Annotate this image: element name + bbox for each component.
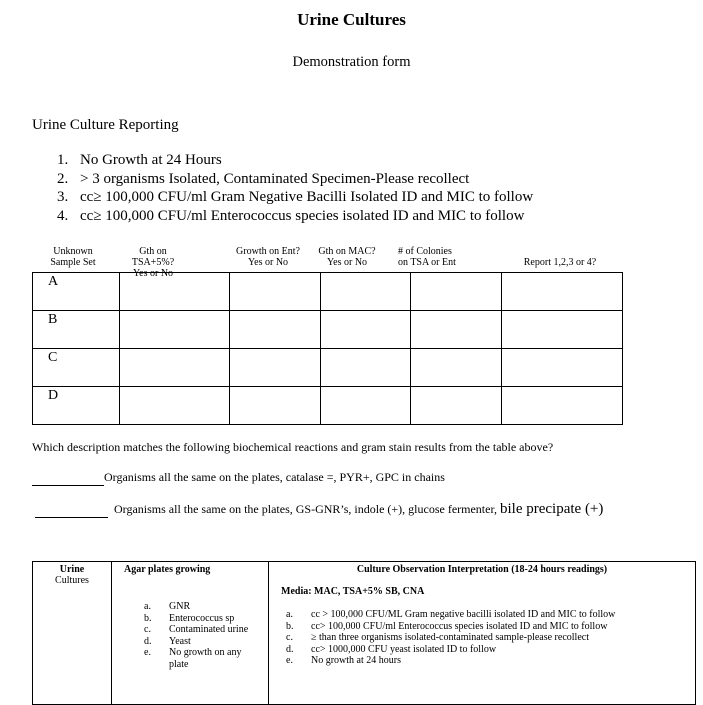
option-text: > 3 organisms Isolated, Contaminated Specimen-Please recollect <box>80 170 470 187</box>
mac-cell[interactable] <box>321 349 411 387</box>
table-row <box>33 387 623 425</box>
list-item <box>57 151 533 170</box>
question-text: Which description matches the following biochemical reactions and gram stain results from the table above? <box>32 440 554 454</box>
mac-cell[interactable] <box>321 387 411 425</box>
report-cell[interactable] <box>502 349 623 387</box>
answer-text: Organisms all the same on the plates, catalase =, PYR+, GPC in chains <box>104 470 445 484</box>
colonies-cell[interactable] <box>411 273 502 311</box>
report-options-list <box>57 151 533 226</box>
sample-label: B <box>33 311 120 349</box>
list-item: c. ≥ than three organisms isolated-contaminated sample-please recollect <box>286 632 589 643</box>
list-item: e. No growth at 24 hours <box>286 655 401 666</box>
col1-header: Urine <box>59 564 85 575</box>
answer-blank[interactable] <box>35 502 108 518</box>
colonies-cell[interactable] <box>411 349 502 387</box>
colonies-cell[interactable] <box>411 387 502 425</box>
tsa-cell[interactable] <box>120 273 230 311</box>
mac-cell[interactable] <box>321 273 411 311</box>
sample-label: A <box>33 273 120 311</box>
list-item: b. cc> 100,000 CFU/ml Enterococcus species isolated ID and MIC to follow <box>286 620 608 632</box>
sample-table <box>32 272 623 425</box>
table-row <box>33 349 623 387</box>
header-colonies: # of Colonies on TSA or Ent <box>398 246 456 268</box>
list-item: d. Yeast <box>144 635 191 647</box>
urine-cultures-cell <box>33 562 112 705</box>
header-tsa: Gth on TSA+5%? Yes or No <box>131 246 175 279</box>
list-item <box>57 207 533 226</box>
colonies-cell[interactable] <box>411 311 502 349</box>
tsa-cell[interactable] <box>120 387 230 425</box>
media-text: Media: MAC, TSA+5% SB, CNA <box>281 586 425 597</box>
col3-header: Culture Observation Interpretation (18-24 hours readings) <box>356 564 608 575</box>
table-row <box>33 311 623 349</box>
option-text: cc≥ 100,000 CFU/ml Enterococcus species isolated ID and MIC to follow <box>80 208 525 225</box>
interp-list <box>269 609 695 667</box>
interpretation-table <box>32 561 696 705</box>
answer-line-2 <box>35 501 603 518</box>
mac-cell[interactable] <box>321 311 411 349</box>
option-number: 1. <box>57 152 69 168</box>
ent-cell[interactable] <box>230 273 321 311</box>
option-number: 2. <box>57 170 69 187</box>
tsa-cell[interactable] <box>120 349 230 387</box>
report-cell[interactable] <box>502 273 623 311</box>
answer-text-tail: bile precipate (+) <box>499 501 604 517</box>
header-report: Report 1,2,3 or 4? <box>523 257 597 268</box>
list-item: a. cc > 100,000 CFU/ML Gram negative bacilli isolated ID and MIC to follow <box>286 609 616 620</box>
answer-blank[interactable] <box>32 470 104 486</box>
table-row <box>33 273 623 311</box>
tsa-cell[interactable] <box>120 311 230 349</box>
list-item <box>57 188 533 207</box>
answer-line-1 <box>32 470 445 486</box>
report-cell[interactable] <box>502 387 623 425</box>
answer-text: Organisms all the same on the plates, GS-GNR’s, indole (+), glucose fermenter, <box>114 502 497 516</box>
header-mac: Gth on MAC? Yes or No <box>318 246 376 268</box>
sample-label: C <box>33 349 120 387</box>
agar-plates-cell <box>112 562 269 705</box>
list-item: b. Enterococcus sp <box>144 612 235 624</box>
ent-cell[interactable] <box>230 387 321 425</box>
list-item: c. Contaminated urine <box>144 624 249 635</box>
option-text: cc≥ 100,000 CFU/ml Gram Negative Bacilli Isolated ID and MIC to follow <box>80 189 534 206</box>
option-number: 4. <box>57 208 69 225</box>
list-item: e. No growth on any plate <box>144 647 242 670</box>
interpretation-cell <box>269 562 696 705</box>
header-unknown: Unknown Sample Set <box>50 246 96 268</box>
section-heading: Urine Culture Reporting <box>32 117 179 133</box>
page-title: Urine Cultures <box>297 10 406 29</box>
option-number: 3. <box>57 189 69 206</box>
option-text: No Growth at 24 Hours <box>80 152 222 168</box>
agar-list <box>112 601 254 670</box>
header-ent: Growth on Ent? Yes or No <box>236 246 300 268</box>
page-subtitle: Demonstration form <box>292 54 411 70</box>
list-item: d. cc> 1000,000 CFU yeast isolated ID to follow <box>286 643 497 655</box>
report-cell[interactable] <box>502 311 623 349</box>
ent-cell[interactable] <box>230 349 321 387</box>
table-row <box>33 562 696 705</box>
list-item: a. GNR <box>144 601 191 612</box>
col1-header-line2: Cultures <box>55 575 89 586</box>
list-item <box>57 170 533 189</box>
ent-cell[interactable] <box>230 311 321 349</box>
sample-label: D <box>33 387 120 425</box>
col2-header: Agar plates growing <box>124 564 211 575</box>
